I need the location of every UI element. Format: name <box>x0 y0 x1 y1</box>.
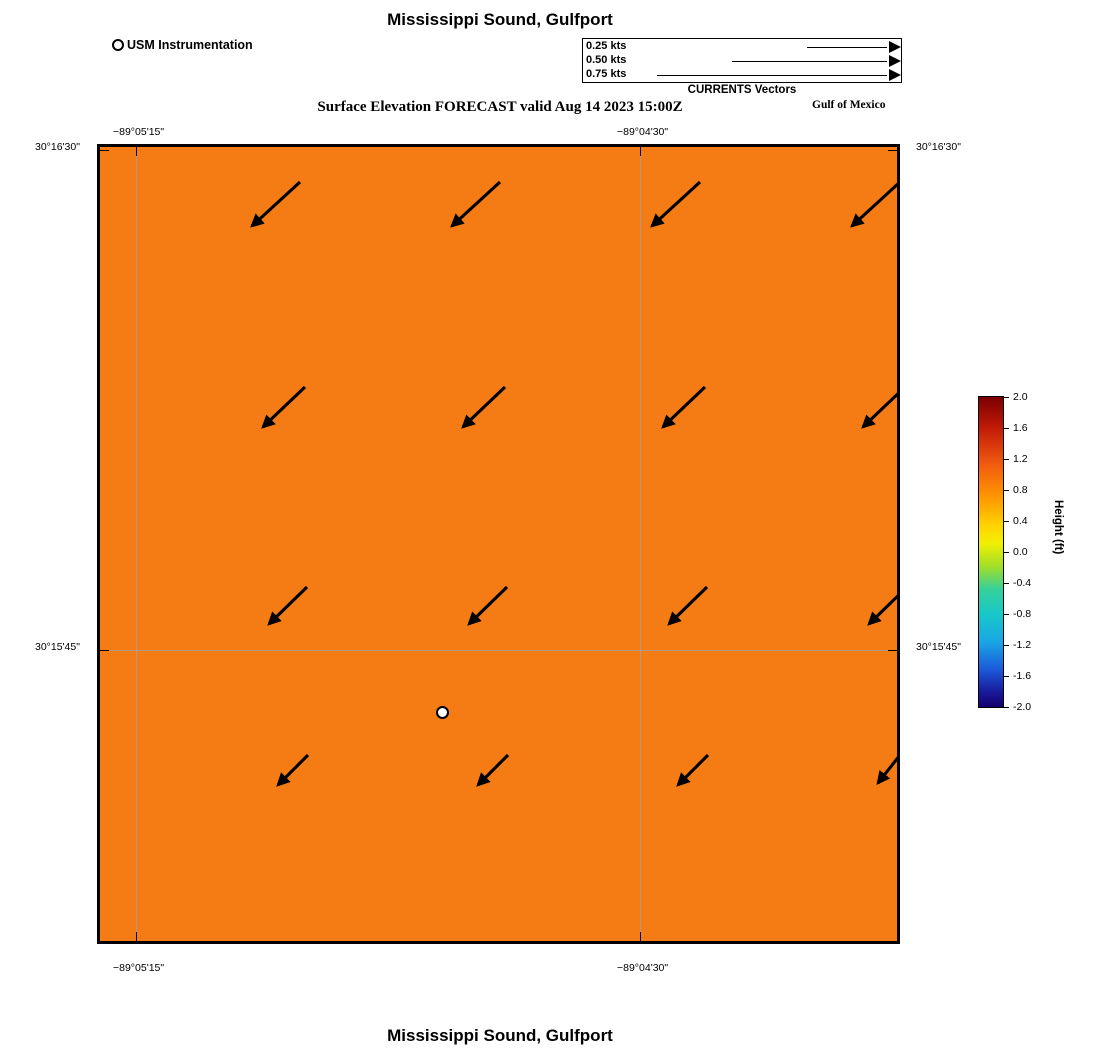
vector-scale-row <box>583 68 901 83</box>
current-vector-arrow <box>669 587 707 624</box>
vector-scale-arrow-head <box>889 41 901 53</box>
vector-scale-row <box>583 40 901 55</box>
colorbar-tick-label: -0.8 <box>1013 608 1032 620</box>
instrumentation-legend <box>112 38 253 52</box>
colorbar <box>978 396 1004 708</box>
current-vector-arrow <box>863 387 897 427</box>
current-vector-layer <box>100 147 897 941</box>
current-vector-arrow <box>252 182 300 226</box>
current-vector-arrow <box>278 755 308 785</box>
currents-vector-scale <box>582 38 902 83</box>
colorbar-tick <box>1004 428 1009 429</box>
current-vector-arrow <box>463 387 505 427</box>
colorbar-tick-label: 1.2 <box>1013 453 1028 465</box>
colorbar-tick <box>1004 521 1009 522</box>
vector-scale-label: 0.75 kts <box>586 68 627 80</box>
colorbar-tick-label: 2.0 <box>1013 391 1028 403</box>
colorbar-tick <box>1004 552 1009 553</box>
vector-scale-arrow-head <box>889 55 901 67</box>
x-axis-label-top: −89°05'15" <box>113 126 165 138</box>
current-vector-arrow <box>452 182 500 226</box>
region-label: Gulf of Mexico <box>812 99 886 111</box>
current-vector-arrow <box>852 182 897 226</box>
y-axis-label-right: 30°15'45" <box>916 641 961 653</box>
colorbar-tick-label: 0.8 <box>1013 484 1028 496</box>
y-axis-label-right: 30°16'30" <box>916 141 961 153</box>
colorbar-tick-label: -2.0 <box>1013 701 1032 713</box>
colorbar-tick-label: 1.6 <box>1013 422 1028 434</box>
current-vector-arrow <box>678 755 708 785</box>
colorbar-tick <box>1004 707 1009 708</box>
vector-scale-arrow-line <box>732 61 887 62</box>
current-vector-arrow <box>469 587 507 624</box>
colorbar-tick-label: -0.4 <box>1013 577 1032 589</box>
colorbar-tick <box>1004 459 1009 460</box>
y-axis-label-left: 30°15'45" <box>35 641 80 653</box>
current-vector-arrow <box>269 587 307 624</box>
colorbar-tick-label: -1.6 <box>1013 670 1032 682</box>
page-footer-title: Mississippi Sound, Gulfport <box>387 1026 613 1045</box>
instrumentation-legend-label: USM Instrumentation <box>127 38 253 52</box>
y-axis-label-left: 30°16'30" <box>35 141 80 153</box>
usm-station-marker[interactable] <box>436 706 449 719</box>
colorbar-gradient <box>979 397 1003 707</box>
colorbar-tick <box>1004 490 1009 491</box>
colorbar-title: Height (ft) <box>1052 500 1064 555</box>
current-vector-arrow <box>263 387 305 427</box>
x-axis-label-bottom: −89°04'30" <box>617 962 669 974</box>
vector-scale-label: 0.50 kts <box>586 54 627 66</box>
current-vector-arrow <box>869 587 897 624</box>
vector-scale-arrow-head <box>889 69 901 81</box>
vector-scale-label: 0.25 kts <box>586 40 627 52</box>
colorbar-tick <box>1004 645 1009 646</box>
colorbar-tick-label: 0.0 <box>1013 546 1028 558</box>
colorbar-tick <box>1004 583 1009 584</box>
colorbar-tick <box>1004 614 1009 615</box>
colorbar-tick-label: 0.4 <box>1013 515 1028 527</box>
vector-scale-arrow-line <box>807 47 887 48</box>
current-vector-arrow <box>663 387 705 427</box>
x-axis-label-top: −89°04'30" <box>617 126 669 138</box>
map-canvas[interactable] <box>97 144 900 944</box>
current-vector-arrow <box>478 755 508 785</box>
colorbar-tick <box>1004 676 1009 677</box>
page-title: Mississippi Sound, Gulfport <box>387 10 613 29</box>
colorbar-tick-label: -1.2 <box>1013 639 1032 651</box>
vector-scale-row <box>583 54 901 69</box>
current-vector-arrow <box>878 755 897 783</box>
current-vector-arrow <box>652 182 700 226</box>
vector-scale-arrow-line <box>657 75 887 76</box>
forecast-subtitle: Surface Elevation FORECAST valid Aug 14 2023 15:00Z <box>317 99 683 115</box>
currents-legend-caption: CURRENTS Vectors <box>687 84 797 96</box>
station-marker-icon <box>112 39 124 51</box>
colorbar-tick <box>1004 397 1009 398</box>
x-axis-label-bottom: −89°05'15" <box>113 962 165 974</box>
